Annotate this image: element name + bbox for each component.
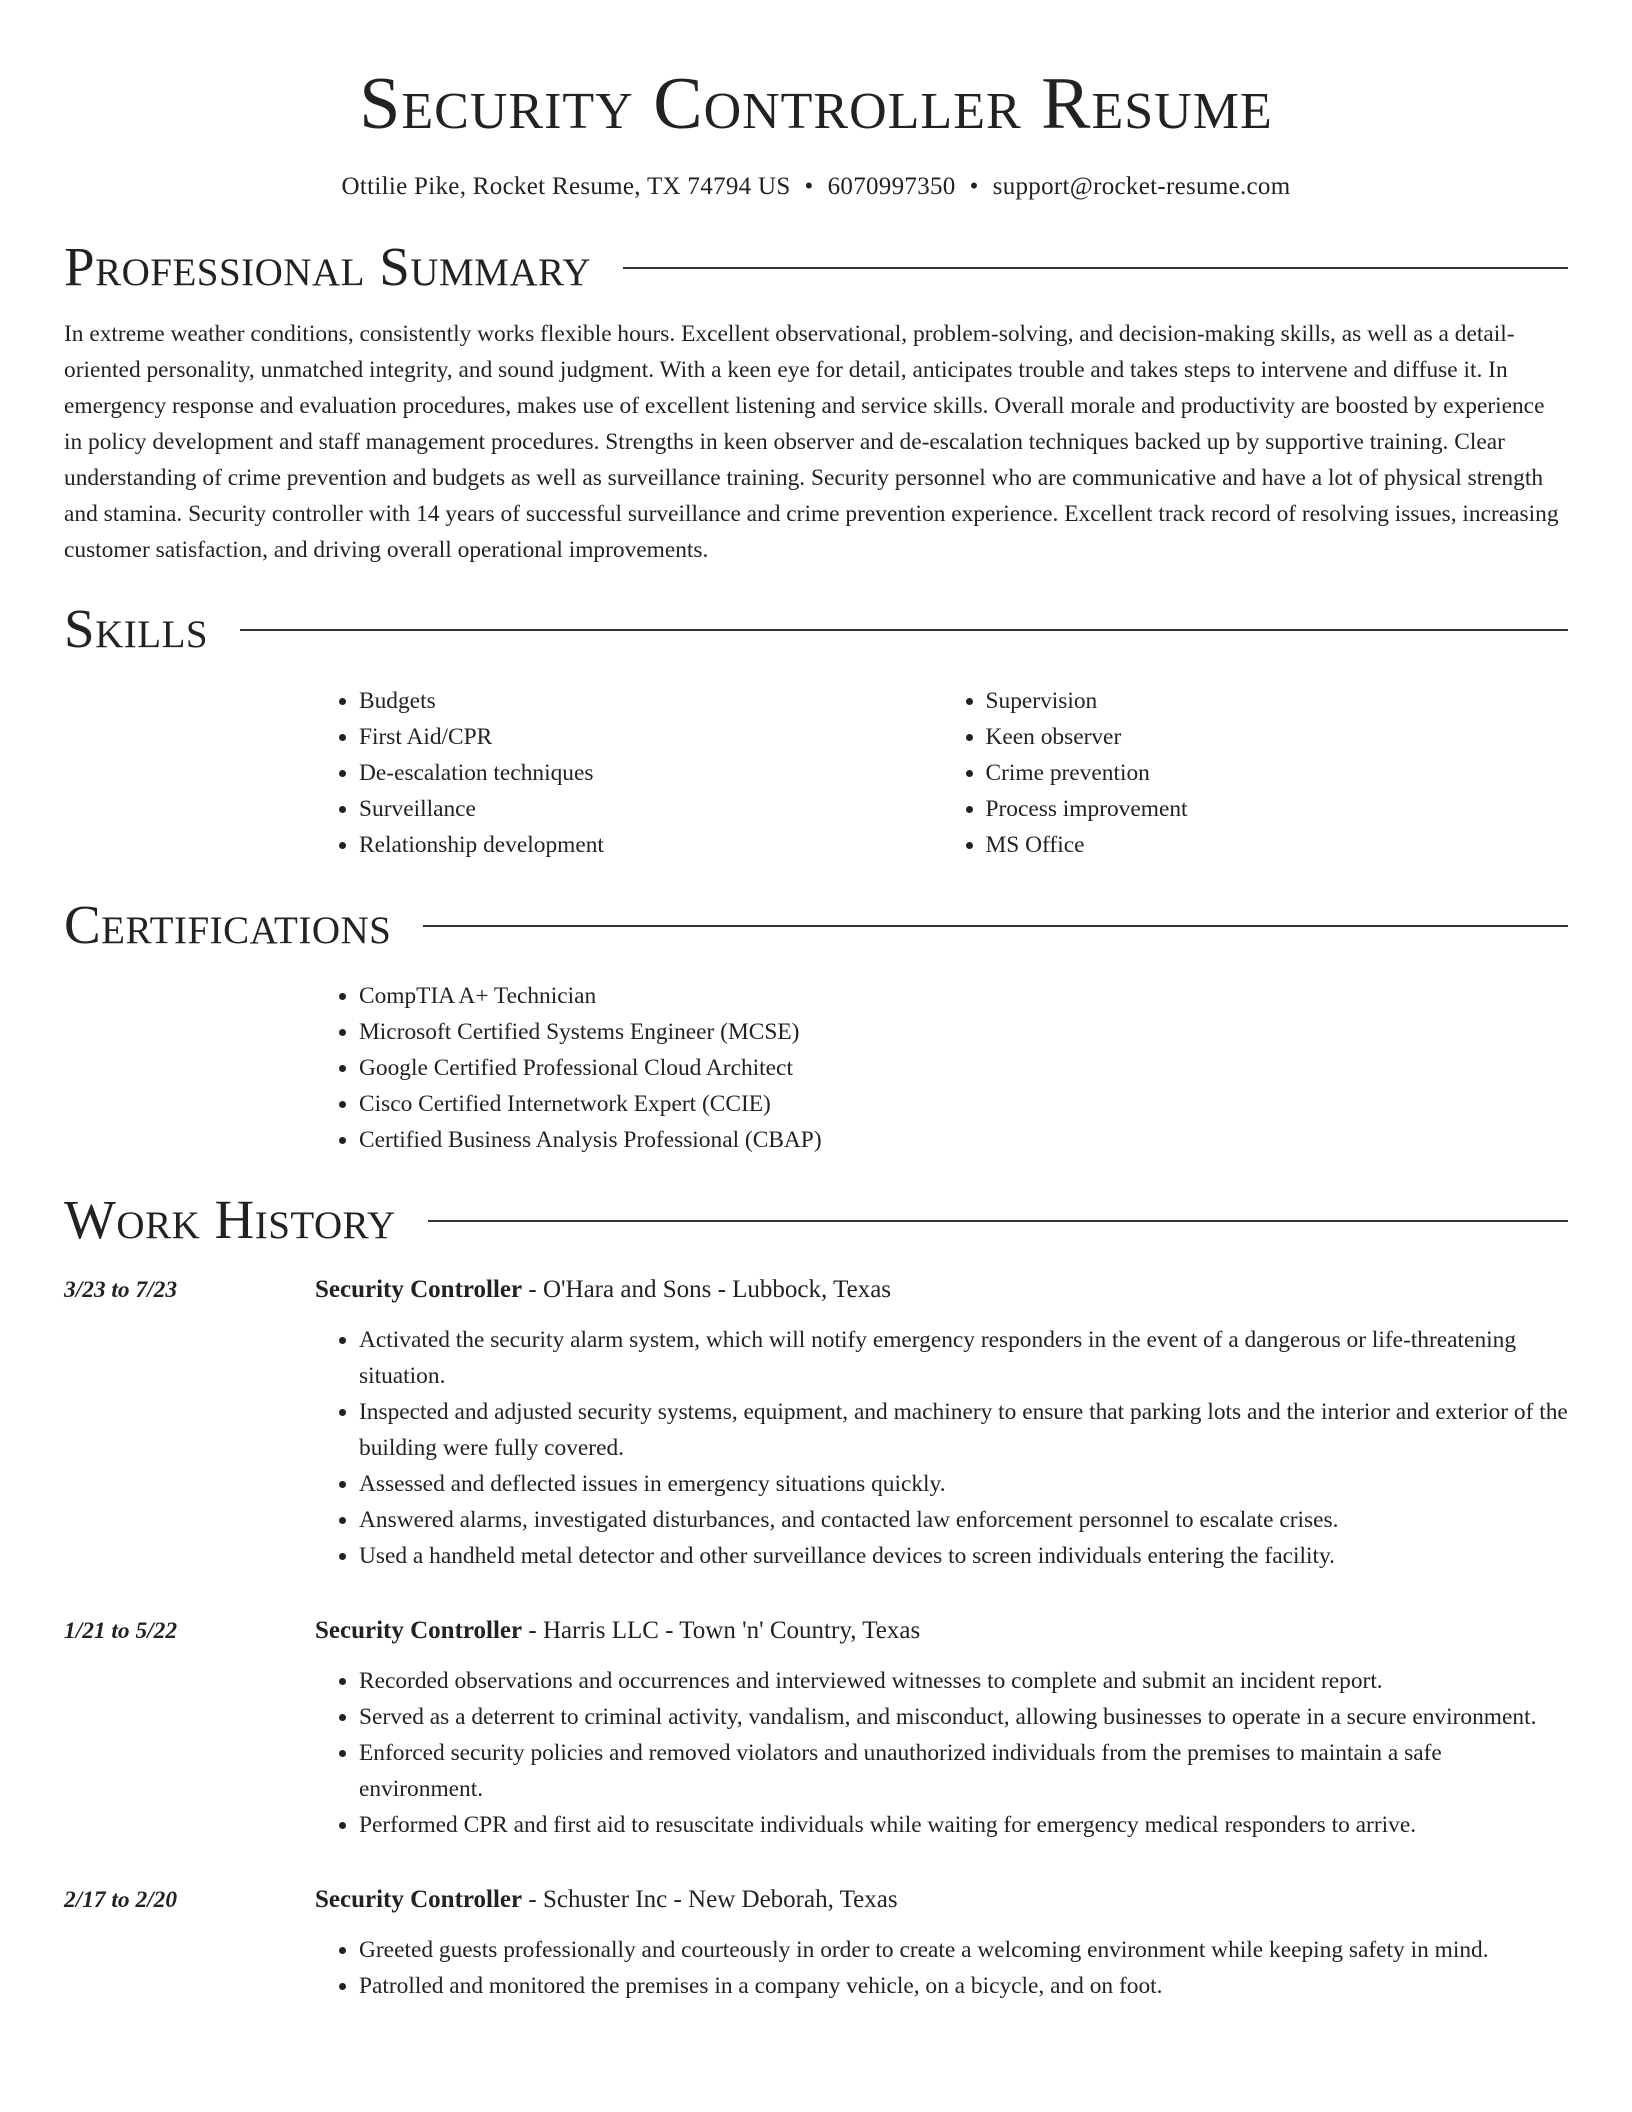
contact-phone: 6070997350: [827, 173, 956, 200]
contact-line: [64, 170, 1568, 204]
job-dates: 3/23 to 7/23: [64, 1277, 178, 1303]
certification-item: • Microsoft Certified Systems Engineer (MCSE): [359, 1014, 1568, 1050]
skill-item: • Relationship development: [359, 827, 942, 863]
contact-separator: •: [969, 173, 979, 200]
contact-separator: •: [804, 173, 814, 200]
resume-page: [64, 0, 1568, 2004]
summary-section-header: [64, 235, 1568, 299]
job-details: [315, 1273, 1568, 1574]
certifications-heading: Certifications: [64, 894, 392, 955]
job-heading: [315, 1614, 1568, 1648]
certification-item: • Certified Business Analysis Professional (CBAP): [359, 1122, 1568, 1158]
certifications-items: [315, 978, 1568, 1158]
skill-item: • Surveillance: [359, 791, 942, 827]
skill-item: • De-escalation techniques: [359, 755, 942, 791]
section-divider: [623, 267, 1568, 269]
job-bullet: • Enforced security policies and removed violators and unauthorized individuals from the premises to maintain a safe environment.: [359, 1735, 1568, 1807]
skill-item: • Budgets: [359, 683, 942, 719]
job-bullet: • Greeted guests professionally and courteously in order to create a welcoming environment while keeping safety in mind.: [359, 1932, 1568, 1968]
job-dates: 2/17 to 2/20: [64, 1887, 178, 1913]
job-title: Security Controller: [315, 1886, 523, 1913]
job-entry: [64, 1614, 1568, 1843]
job-entry: [64, 1273, 1568, 1574]
contact-address: Ottilie Pike, Rocket Resume, TX 74794 US: [341, 173, 791, 200]
job-bullet: • Recorded observations and occurrences and interviewed witnesses to complete and submit an incident report.: [359, 1663, 1568, 1699]
certifications-list: [315, 978, 1568, 1158]
summary-text: In extreme weather conditions, consistently works flexible hours. Excellent observational, problem-solving, and decision-making skills, as well as a detail-oriented personality, unmatched integrity, and sound judgment. With a keen eye for detail, anticipates trouble and takes steps to intervene and diffuse it. In emergency response and evaluation procedures, makes use of excellent listening and service skills. Overall morale and productivity are boosted by experience in policy development and staff management procedures. Strengths in keen observer and de-escalation techniques backed up by supportive training. Clear understanding of crime prevention and budgets as well as surveillance training. Security personnel who are communicative and have a lot of physical strength and stamina. Security controller with 14 years of successful surveillance and crime prevention experience. Excellent track record of resolving issues, increasing customer satisfaction, and driving overall operational improvements.: [64, 321, 1559, 563]
work-heading: Work History: [64, 1189, 396, 1250]
section-divider: [428, 1220, 1568, 1222]
job-bullets: [315, 1932, 1568, 2004]
job-company: - Harris LLC - Town 'n' Country, Texas: [522, 1617, 921, 1644]
work-history-list: [64, 1273, 1568, 2004]
job-bullet: • Served as a deterrent to criminal activity, vandalism, and misconduct, allowing businesses to operate in a secure environment.: [359, 1699, 1568, 1735]
job-bullet: • Used a handheld metal detector and other surveillance devices to screen individuals entering the facility.: [359, 1538, 1568, 1574]
certification-item: • CompTIA A+ Technician: [359, 978, 1568, 1014]
job-bullets: [315, 1322, 1568, 1574]
work-section-header: [64, 1188, 1568, 1252]
skill-item: • Keen observer: [986, 719, 1569, 755]
skills-column-left: [315, 683, 942, 863]
job-company: - O'Hara and Sons - Lubbock, Texas: [522, 1276, 892, 1303]
job-details: [315, 1614, 1568, 1843]
section-divider: [423, 925, 1568, 927]
skills-section-header: [64, 597, 1568, 661]
skill-item: • Process improvement: [986, 791, 1569, 827]
job-bullet: • Activated the security alarm system, which will notify emergency responders in the event of a dangerous or life-threatening situation.: [359, 1322, 1568, 1394]
job-heading: [315, 1883, 1568, 1917]
job-company: - Schuster Inc - New Deborah, Texas: [522, 1886, 898, 1913]
job-heading: [315, 1273, 1568, 1307]
job-dates: 1/21 to 5/22: [64, 1618, 178, 1644]
skills-column-right: [942, 683, 1569, 863]
job-bullet: • Patrolled and monitored the premises in a company vehicle, on a bicycle, and on foot.: [359, 1968, 1568, 2004]
job-details: [315, 1883, 1568, 2004]
skills-list: [315, 683, 1568, 863]
certifications-section-header: [64, 893, 1568, 957]
skill-item: • First Aid/CPR: [359, 719, 942, 755]
certification-item: • Google Certified Professional Cloud Architect: [359, 1050, 1568, 1086]
skills-heading: Skills: [64, 598, 209, 659]
skill-item: • Supervision: [986, 683, 1569, 719]
job-bullet: • Assessed and deflected issues in emergency situations quickly.: [359, 1466, 1568, 1502]
job-bullet: • Inspected and adjusted security systems, equipment, and machinery to ensure that parking lots and the interior and exterior of the building were fully covered.: [359, 1394, 1568, 1466]
skill-item: • MS Office: [986, 827, 1569, 863]
resume-title: Security Controller Resume: [359, 63, 1273, 145]
summary-heading: Professional Summary: [64, 236, 592, 297]
contact-email: support@rocket-resume.com: [992, 173, 1291, 200]
job-entry: [64, 1883, 1568, 2004]
job-title: Security Controller: [315, 1276, 523, 1303]
job-bullets: [315, 1663, 1568, 1843]
job-bullet: • Performed CPR and first aid to resuscitate individuals while waiting for emergency medical responders to arrive.: [359, 1807, 1568, 1843]
job-bullet: • Answered alarms, investigated disturbances, and contacted law enforcement personnel to escalate crises.: [359, 1502, 1568, 1538]
section-divider: [240, 629, 1568, 631]
skill-item: • Crime prevention: [986, 755, 1569, 791]
certification-item: • Cisco Certified Internetwork Expert (CCIE): [359, 1086, 1568, 1122]
job-title: Security Controller: [315, 1617, 523, 1644]
